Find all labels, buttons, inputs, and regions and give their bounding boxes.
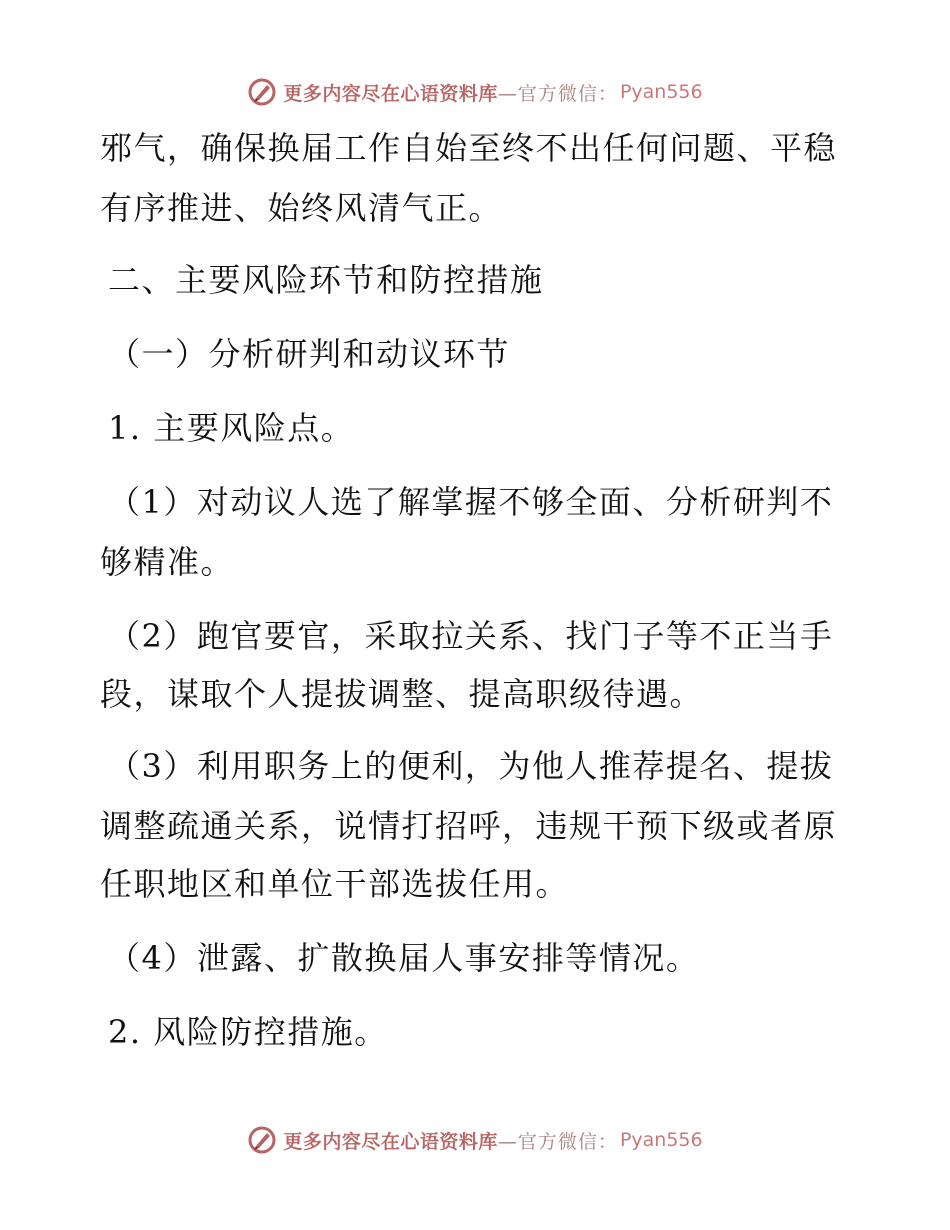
body-line: 邪气，确保换届工作自始至终不出任何问题、平稳 bbox=[100, 129, 838, 167]
body-line: 任职地区和单位干部选拔任用。 bbox=[100, 865, 570, 903]
numbered-heading: 1. 主要风险点。 bbox=[108, 409, 355, 447]
numbered-heading: 2. 风险防控措施。 bbox=[108, 1013, 388, 1051]
banner-separator: —官方微信： bbox=[497, 82, 618, 105]
body-line: 够精准。 bbox=[100, 543, 235, 581]
section-heading: 二、主要风险环节和防控措施 bbox=[108, 261, 544, 299]
banner-title: 更多内容尽在心语资料库 bbox=[283, 82, 498, 105]
banner-title: 更多内容尽在心语资料库 bbox=[283, 1130, 498, 1153]
body-line: （3）利用职务上的便利，为他人推荐提名、提拔 bbox=[108, 747, 834, 785]
header-watermark-banner bbox=[0, 72, 950, 112]
body-line: 有序推进、始终风清气正。 bbox=[100, 189, 503, 227]
body-line: （4）泄露、扩散换届人事安排等情况。 bbox=[108, 939, 700, 977]
banner-wechat-id: Pyan556 bbox=[619, 81, 703, 103]
banner-separator: —官方微信： bbox=[497, 1130, 618, 1153]
body-line: （2）跑官要官，采取拉关系、找门子等不正当手 bbox=[108, 617, 834, 655]
footer-watermark-banner bbox=[0, 1120, 950, 1160]
body-line: 段，谋取个人提拔调整、提高职级待遇。 bbox=[100, 675, 704, 713]
quill-logo-icon bbox=[247, 1125, 277, 1155]
banner-wechat-id: Pyan556 bbox=[619, 1129, 703, 1151]
body-line: 调整疏通关系，说情打招呼，违规干预下级或者原 bbox=[100, 807, 838, 845]
body-line: （1）对动议人选了解掌握不够全面、分析研判不 bbox=[108, 483, 834, 521]
quill-logo-icon bbox=[247, 77, 277, 107]
subsection-heading: （一）分析研判和动议环节 bbox=[108, 335, 511, 373]
